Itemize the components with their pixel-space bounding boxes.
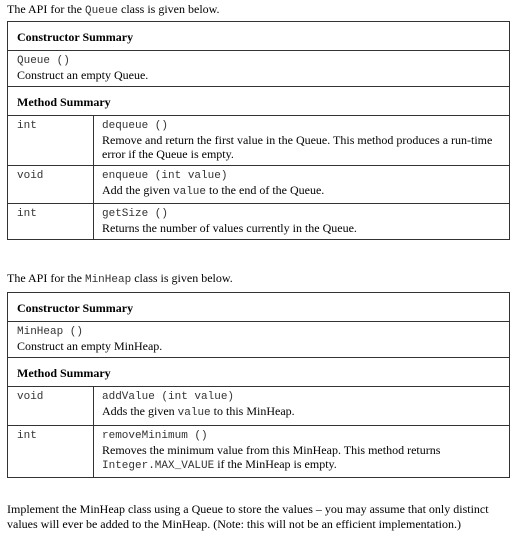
queue-constructor-signature: Queue () bbox=[17, 55, 70, 67]
method-description: Returns the number of values currently in the Queue. bbox=[102, 221, 357, 235]
method-description-suffix: to this MinHeap. bbox=[210, 404, 295, 418]
method-detail bbox=[94, 426, 510, 478]
minheap-intro-prefix: The API for the bbox=[7, 271, 85, 285]
closing-instructions: Implement the MinHeap class using a Queue to store the values – you may assume that only distinct values will ever be added to the MinHeap. (Note: this will not be an efficient implementation.) bbox=[7, 502, 489, 531]
method-description bbox=[102, 404, 503, 420]
method-return-type: void bbox=[8, 166, 94, 204]
minheap-intro-suffix: class is given below. bbox=[131, 271, 233, 285]
method-description-continued bbox=[102, 457, 503, 473]
minheap-constructor-header: Constructor Summary bbox=[8, 293, 510, 322]
minheap-class-name: MinHeap bbox=[84, 274, 132, 286]
method-description: Remove and return the first value in the Queue. This method produces a run-time error if the Queue is empty. bbox=[102, 133, 493, 161]
method-description-code: Integer.MAX_VALUE bbox=[102, 460, 215, 472]
method-signature: enqueue (int value) bbox=[102, 170, 228, 182]
method-description-prefix: Add the given bbox=[102, 183, 173, 197]
minheap-constructor-row bbox=[8, 322, 510, 358]
method-row-removeminimum bbox=[8, 426, 510, 478]
method-row-enqueue bbox=[8, 166, 510, 204]
queue-constructor-row bbox=[8, 51, 510, 87]
method-signature: dequeue () bbox=[102, 120, 169, 132]
method-description-suffix: if the MinHeap is empty. bbox=[214, 457, 337, 471]
minheap-api-table bbox=[7, 292, 510, 478]
method-row-addvalue bbox=[8, 387, 510, 426]
minheap-constructor-signature: MinHeap () bbox=[17, 326, 84, 338]
method-detail bbox=[94, 166, 510, 204]
method-row-dequeue bbox=[8, 116, 510, 166]
minheap-intro bbox=[7, 271, 233, 287]
method-description-prefix: Adds the given bbox=[102, 404, 178, 418]
method-detail bbox=[94, 116, 510, 166]
queue-intro bbox=[7, 2, 220, 18]
queue-api-table bbox=[7, 21, 510, 240]
method-signature: getSize () bbox=[102, 208, 169, 220]
method-detail bbox=[94, 204, 510, 240]
queue-constructor-description: Construct an empty Queue. bbox=[17, 68, 149, 82]
method-return-type: int bbox=[8, 426, 94, 478]
method-row-getsize bbox=[8, 204, 510, 240]
method-return-type: int bbox=[8, 204, 94, 240]
method-signature: removeMinimum () bbox=[102, 430, 208, 442]
method-return-type: int bbox=[8, 116, 94, 166]
queue-class-name: Queue bbox=[84, 5, 118, 17]
queue-method-header: Method Summary bbox=[8, 87, 510, 116]
queue-intro-suffix: class is given below. bbox=[118, 2, 220, 16]
method-description-suffix: to the end of the Queue. bbox=[206, 183, 325, 197]
queue-intro-prefix: The API for the bbox=[7, 2, 85, 16]
method-detail bbox=[94, 387, 510, 426]
method-description bbox=[102, 183, 503, 199]
minheap-method-header: Method Summary bbox=[8, 358, 510, 387]
queue-constructor-header: Constructor Summary bbox=[8, 22, 510, 51]
method-description-code: value bbox=[177, 407, 211, 419]
method-return-type: void bbox=[8, 387, 94, 426]
minheap-constructor-description: Construct an empty MinHeap. bbox=[17, 339, 163, 353]
method-description-code: value bbox=[173, 186, 207, 198]
method-description: Removes the minimum value from this MinHeap. This method returns bbox=[102, 443, 441, 457]
method-signature: addValue (int value) bbox=[102, 391, 235, 403]
